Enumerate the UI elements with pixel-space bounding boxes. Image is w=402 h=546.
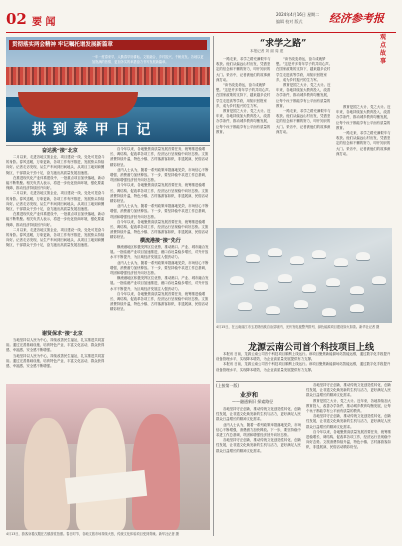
left-body-1: 二月以来，走进各地文旅企业，项目建设一线，处处可见奋斗的身影。春风送暖，万象更新，各项工作有序推进，发展势头持续向好。记者走访发现，从生产车间到田间地头，从项目工地到商圈街区，干部群众干劲十足，奋力跑出高质量发展加速度。 在推进现代化产业体系建设中，一批重点项目加快落地，新动能不断集聚。相关负责人表示，将进一步优化营商环境，强化要素保障，推动经济持续回升向好。 二月以来，走进各地文旅企业，项目建设一线，处处可见奋斗的身影。春风送暖，万象更新，各项工作有序推进，发展势头持续向好。记者走访发现，从生产车间到田间地头，从项目工地到商圈街区，干部群众干劲十足，奋力跑出高质量发展加速度。 在推进现代化产业体系建设中，一批重点项目加快落地，新动能不断集聚。相关负责人表示，将进一步优化营商环境，强化要素保障，推动经济持续回升向好。 二月以来，走进各地文旅企业，项目建设一线，处处可见奋斗的身影。春风送暖，万象更新，各项工作有序推进，发展势头持续向好。记者走访发现，从生产车间到田间地头，从项目工地到商圈街区，干部群众干劲十足，奋力跑出高质量发展加速度。 [6, 155, 105, 248]
middle-subhead: 横流港接“接”先行 [140, 238, 181, 244]
solar-field-photo [216, 228, 392, 323]
middle-body-3: 横流港地区积极发挥区位优势，推动港口、产业、城市融合发展。一批临港产业项目加速推进，港口吞吐量稳步增长，对外开放水平不断提升，为区域经济发展注入强劲动力。 业内人士认为，随着一系列政策举措落地见效，市场信心不断增强，消费潜力加快释放。下一步，要坚持稳中求进工作总基调，巩固和增强经济回升向好态势。 横流港地区积极发挥区位优势，推动港口、产业、城市融合发展。一批临港产业项目加速推进，港口吞吐量稳步增长，对外开放水平不断提升，为区域经济发展注入强劲动力。 自今年以来，各地聚焦高质量发展首要任务，统筹推进稳增长、调结构、促改革各项工作，经济运行呈现稳中向好态势。文旅消费持续升温，特色小镇、古村落游客如织，非遗展演、民俗活动精彩纷呈。 [110, 245, 209, 312]
left-subhead-1: 奋达挑“接”北京 [42, 148, 78, 154]
left-body-2: 当地坚持以人民为中心，持续改善民生福祉，扎实推进共同富裕。通过完善基础设施、培育特色产业、丰富文化活动，群众获得感、幸福感、安全感不断增强。 当地坚持以人民为中心，持续改善民生福祉，扎实推进共同富裕。通过完善基础设施、培育特色产业、丰富文化活动，群众获得感、幸福感、安全感不断增强。 [6, 338, 105, 369]
banner-blurb: 一年一度春来早，人勤春早好耕耘。文旅融合，乡村振兴，千帆竞发。各地以更加饱满的热情、更加务实的举措奋力书写发展新篇章。 [92, 55, 204, 64]
page-header [6, 10, 396, 32]
sub-body-col-2: 各地坚持守正创新，推动传统文化创造性转化、创新性发展，让非遗文化焕发新的生机与活力，更好满足人民群众日益增长的精神文化需求。 教育是国之大计、党之大计。近年来，各地持续加大教育投入，改善办学条件，推动城乡教育均衡发展，让每个孩子都能享有公平而有质量的教育。 各地坚持守正创新，推动传统文化创造性转化、创新性发展，让非遗文化焕发新的生机与活力，更好满足人民群众日益增长的精神文化需求。 自今年以来，各地聚焦高质量发展首要任务，统筹推进稳增长、调结构、促改革各项工作，经济运行呈现稳中向好态势。文旅消费持续升温，特色小镇、古村落游客如织，非遗展演、民俗活动精彩纷呈。 [306, 383, 391, 450]
bottom-headline-body: 本报讯 日前，龙源云南公司首个科技项目顺利上线运行。该项目聚焦新能源场站智能运维，通过数字化手段提升设备管理水平，实现降本增效，为企业高质量发展提供有力支撑。 本报讯 日前，龙源云南公司首个科技项目顺利上线运行。该项目聚焦新能源场站智能运维，通过数字化手段提升设备管理水平，实现降本增效，为企业高质量发展提供有力支撑。 [216, 352, 391, 372]
tourist-figure [76, 408, 126, 530]
vertical-column-label: 观 点 故 事 [379, 34, 386, 65]
editor-line: 编辑 校对 版式 [276, 19, 303, 24]
right-article-byline: 本报记者 刘 丽 周 建 [250, 49, 284, 53]
right-article-title: “求学之路” [260, 39, 307, 49]
solar-photo-caption: 4月15日，在云南丽江市玉龙纳西族自治县境内，光伏发电板整齐排列，绿色能源项目建设如火如荼。新华社记者 摄 [216, 325, 380, 329]
banner-photo [6, 37, 210, 142]
date-line: 2024年4月16日 星期二 [276, 12, 320, 17]
header-rule [6, 32, 396, 33]
right-body-col-3: 教育是国之大计、党之大计。近年来，各地持续加大教育投入，改善办学条件，推动城乡教育均衡发展，让每个孩子都能享有公平而有质量的教育。 一路走来，求学之路充满艰辛与收获。他们从偏远山村出发，凭借坚定的信念和不懈的努力，叩开知识的大门。采访中，记者被他们的故事深深打动。 [336, 105, 391, 156]
continued-label: (上接第一版) [216, 383, 240, 388]
bottom-headline: 龙源云南公司首个科技项目上线 [248, 343, 375, 353]
hanfu-photo-caption: 4月13日，游客身着汉服在古镇游览拍照。春日时节，各地文旅市场持续火热，传统文化体验项目受到青睐。新华社记者 摄 [6, 532, 179, 536]
sub-article-subtitle: ——融通新旧 探索路径 [232, 399, 274, 404]
left-subhead-2: 谢贤保求“接”北京 [42, 331, 83, 337]
section-name: 要 闻 [32, 17, 56, 28]
banner-calligraphy: 拱 到 泰 甲 日 记 [32, 122, 152, 138]
sub-body-col-1: 各地坚持守正创新，推动传统文化创造性转化、创新性发展，让非遗文化焕发新的生机与活力，更好满足人民群众日益增长的精神文化需求。 业内人士认为，随着一系列政策举措落地见效，市场信心不断增强，消费潜力加快释放。下一步，要坚持稳中求进工作总基调，巩固和增强经济回升向好态势。 各地坚持守正创新，推动传统文化创造性转化、创新性发展，让非遗文化焕发新的生机与活力，更好满足人民群众日益增长的精神文化需求。 [216, 407, 301, 453]
hanfu-tourists-photo [6, 384, 210, 530]
middle-body-1: 自今年以来，各地聚焦高质量发展首要任务，统筹推进稳增长、调结构、促改革各项工作，经济运行呈现稳中向好态势。文旅消费持续升温，特色小镇、古村落游客如织，非遗展演、民俗活动精彩纷呈。 业内人士认为，随着一系列政策举措落地见效，市场信心不断增强，消费潜力加快释放。下一步，要坚持稳中求进工作总基调，巩固和增强经济回升向好态势。 自今年以来，各地聚焦高质量发展首要任务，统筹推进稳增长、调结构、促改革各项工作，经济运行呈现稳中向好态势。文旅消费持续升温，特色小镇、古村落游客如织，非遗展演、民俗活动精彩纷呈。 业内人士认为，随着一系列政策举措落地见效，市场信心不断增强，消费潜力加快释放。下一步，要坚持稳中求进工作总基调，巩固和增强经济回升向好态势。 自今年以来，各地聚焦高质量发展首要任务，统筹推进稳增长、调结构、促改革各项工作，经济运行呈现稳中向好态势。文旅消费持续升温，特色小镇、古村落游客如织，非遗展演、民俗活动精彩纷呈。 [110, 147, 209, 240]
masthead-logo: 经济参考报 [329, 12, 384, 25]
right-body-col-1: 一路走来，求学之路充满艰辛与收获。他们从偏远山村出发，凭借坚定的信念和不懈的努力，叩开知识的大门。采访中，记者被他们的故事深深打动。 “读书改变命运，奋斗成就梦想。”这是许多青年学子的共同心声。在国家政策的支持下，越来越多农村学生走进高等学府，用知识回报家乡，成为乡村振兴的生力军。 教育是国之大计、党之大计。近年来，各地持续加大教育投入，改善办学条件，推动城乡教育均衡发展，让每个孩子都能享有公平而有质量的教育。 [216, 57, 272, 134]
tourist-figure [24, 418, 70, 530]
right-body-col-2: “读书改变命运，奋斗成就梦想。”这是许多青年学子的共同心声。在国家政策的支持下，越来越多农村学生走进高等学府，用知识回报家乡，成为乡村振兴的生力军。 教育是国之大计、党之大计。近年来，各地持续加大教育投入，改善办学条件，推动城乡教育均衡发展，让每个孩子都能享有公平而有质量的教育。 一路走来，求学之路充满艰辛与收获。他们从偏远山村出发，凭借坚定的信念和不懈的努力，叩开知识的大门。采访中，记者被他们的故事深深打动。 [276, 57, 332, 134]
banner-title: 贯彻落实两会精神 牢记嘱托谱发展新篇章 [9, 40, 207, 50]
page-number: 02 [6, 10, 27, 28]
sub-article-title: 业岁和 [240, 392, 259, 399]
dragon-boat [18, 92, 138, 118]
